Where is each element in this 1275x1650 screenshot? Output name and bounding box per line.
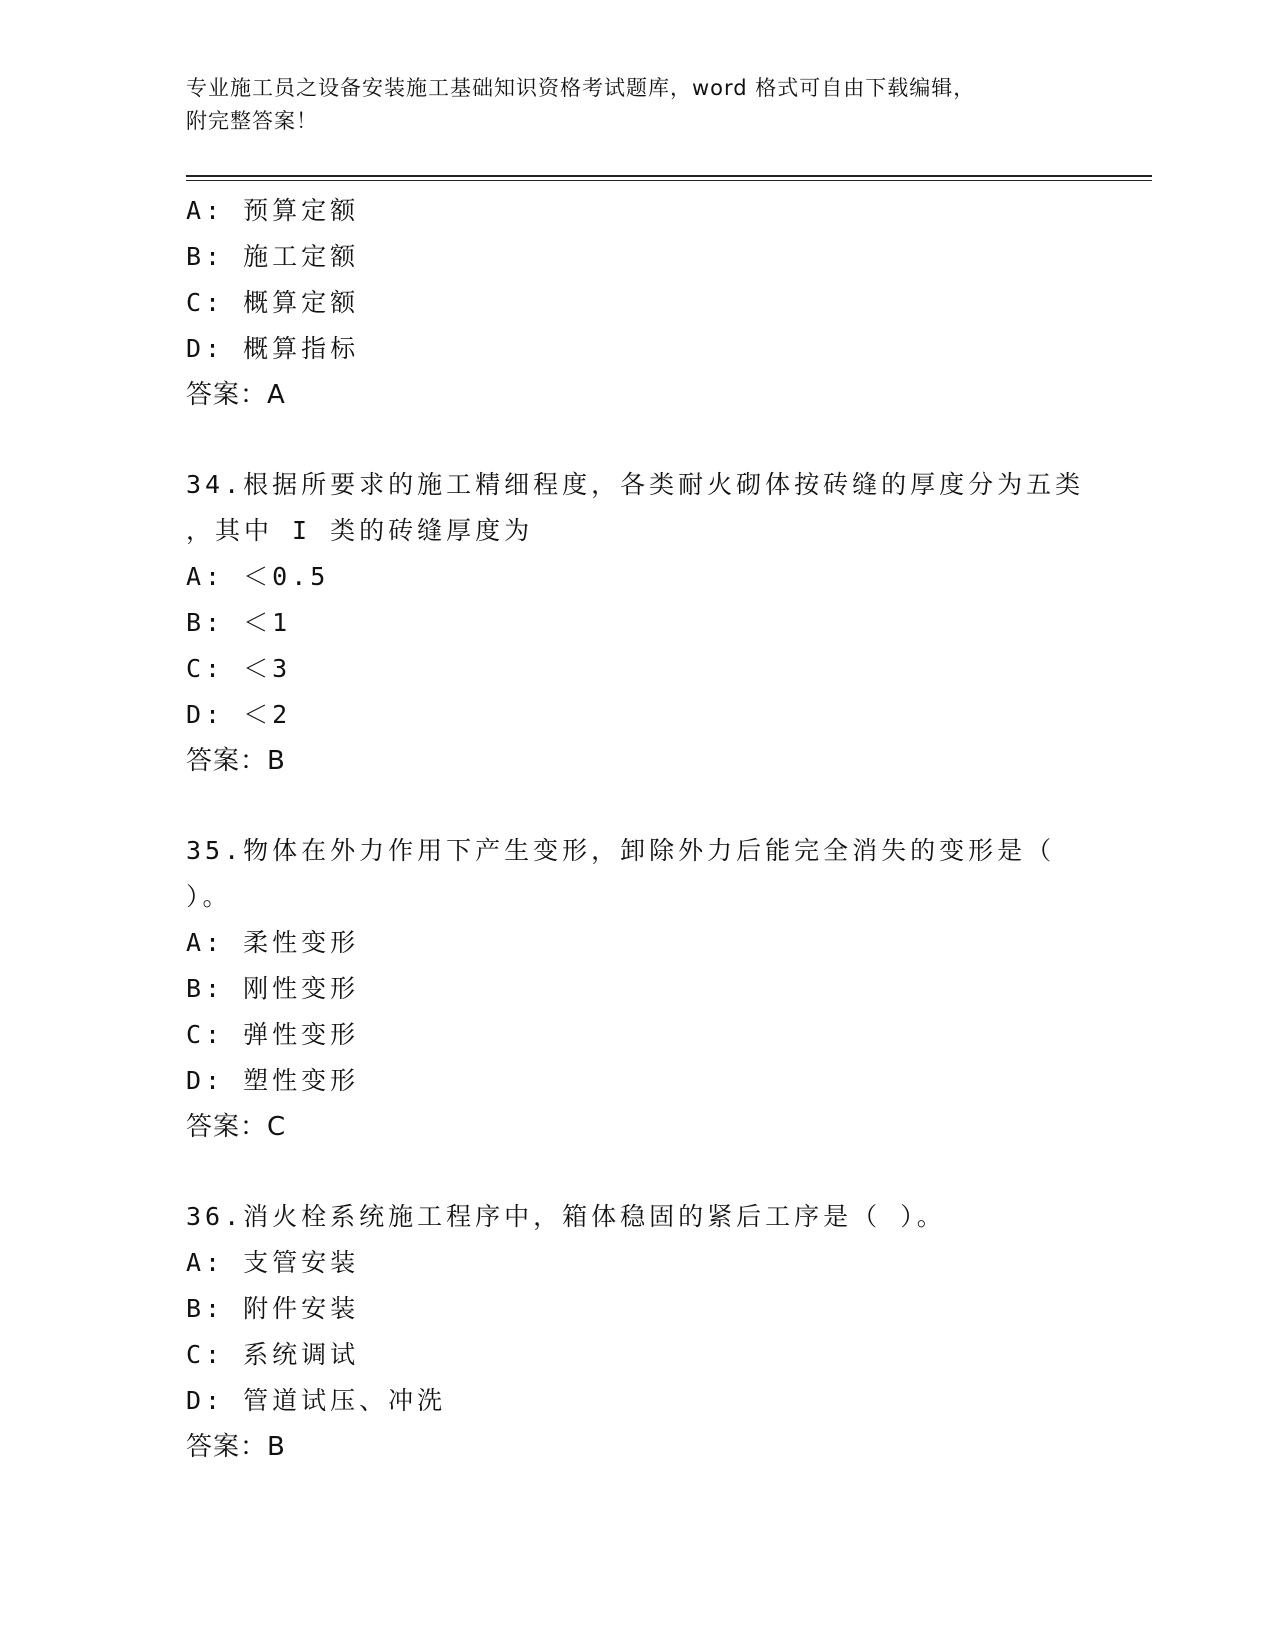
option-d: D: 管道试压、冲洗 [186,1386,447,1415]
question-stem-line-2: ，其中 I 类的砖缝厚度为 [186,516,534,545]
header-line-1: 专业施工员之设备安装施工基础知识资格考试题库，word 格式可自由下载编辑， [186,76,976,100]
option-a: A: 支管安装 [186,1248,360,1277]
option-b: B: 刚性变形 [186,974,360,1003]
question-gap [186,1150,1086,1194]
question-stem-line-1: 35.物体在外力作用下产生变形，卸除外力后能完全消失的变形是（ [186,836,1056,865]
question-stem [186,1194,1086,1240]
option-b: B: 施工定额 [186,242,360,271]
option-c: C: 系统调试 [186,1340,360,1369]
question-33 [186,188,1086,418]
question-gap [186,784,1086,828]
option-c: C: 概算定额 [186,288,360,317]
option-d: D: 塑性变形 [186,1066,360,1095]
option-a: A: 预算定额 [186,196,360,225]
question-stem [186,828,1086,920]
option-a: A: ＜0.5 [186,562,330,591]
answer-line: 答案：C [186,1112,287,1142]
option-d: D: 概算指标 [186,334,360,363]
option-a: A: 柔性变形 [186,928,360,957]
answer-line: 答案：B [186,746,286,776]
question-stem-line-1: 36.消火栓系统施工程序中，箱体稳固的紧后工序是（ ）。 [186,1202,946,1231]
header-divider-thin [186,180,1152,181]
header-divider-thick [186,175,1152,177]
answer-line: 答案：B [186,1432,286,1462]
option-c: C: ＜3 [186,654,292,683]
question-36 [186,1194,1086,1470]
option-b: B: 附件安装 [186,1294,360,1323]
question-list [186,188,1086,1470]
header-line-2: 附完整答案！ [186,109,318,133]
question-34 [186,462,1086,784]
document-header [186,72,1086,138]
question-gap [186,418,1086,462]
answer-line: 答案：A [186,380,286,410]
question-stem [186,462,1086,554]
question-stem-line-2: ）。 [186,882,232,911]
question-stem-line-1: 34.根据所要求的施工精细程度，各类耐火砌体按砖缝的厚度分为五类 [186,470,1085,499]
option-b: B: ＜1 [186,608,292,637]
option-d: D: ＜2 [186,700,292,729]
question-35 [186,828,1086,1150]
option-c: C: 弹性变形 [186,1020,360,1049]
